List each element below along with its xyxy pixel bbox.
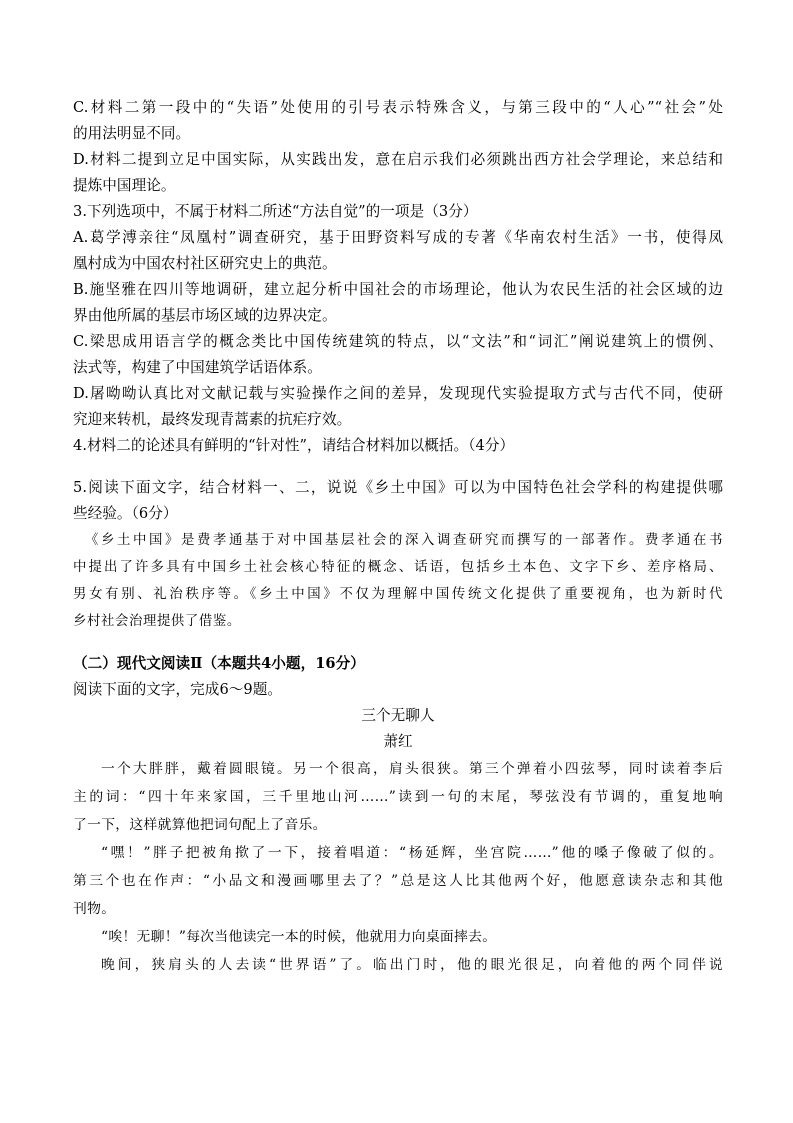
paragraph-line: 了一下，这样就算他把词句配上了音乐。 [73, 817, 327, 833]
section-heading: （二）现代文阅读Ⅱ（本题共4小题，16分） [73, 655, 365, 672]
section-instruction: 阅读下面的文字，完成6～9题。 [73, 681, 283, 698]
question-options-block [73, 95, 723, 459]
q3-option-b-line-1: B.施坚雅在四川等地调研，建立起分析中国社会的市场理论，他认为农民生活的社会区域的边 [73, 281, 723, 298]
paragraph-line: “嘿！”胖子把被角揿了一下，接着唱道：“杨延辉，坐宫院……”他的嗓子像破了似的。 [101, 845, 723, 861]
question-5-stem-line-1: 5.阅读下面文字，结合材料一、二，说说《乡土中国》可以为中国特色社会学科的构建提供哪 [73, 479, 723, 496]
option-d-line-2: 提炼中国理论。 [73, 177, 176, 194]
passage-line: 男女有别、礼治秩序等。《乡土中国》不仅为理解中国传统文化提供了重要视角，也为新时代 [73, 587, 723, 602]
exam-page [73, 95, 723, 979]
question-5-stem-line-2: 些经验。（6分） [73, 505, 178, 522]
paragraph-line: “唉！无聊！”每次当他读完一本的时候，他就用力向桌面摔去。 [101, 929, 497, 945]
paragraph-line: 一个大胖胖，戴着圆眼镜。另一个很高，肩头很狭。第三个弹着小四弦琴，同时读着李后 [101, 761, 723, 777]
paragraph-line: 刊物。 [73, 901, 116, 917]
section-2-block [73, 651, 723, 979]
passage-line: 中提出了许多具有中国乡土社会核心特征的概念、话语，包括乡土本色、文字下乡、差序格局、 [73, 560, 723, 575]
article-body [73, 755, 723, 979]
q3-option-a-line-1: A.葛学溥亲往“凤凰村”调查研究，基于田野资料写成的专著《华南农村生活》一书，使得凤 [73, 229, 723, 246]
paragraph-line: 晚间，狭肩头的人去读“世界语”了。临出门时，他的眼光很足，向着他的两个同伴说 [101, 957, 723, 973]
passage-line: 《乡土中国》是费孝通基于对中国基层社会的深入调查研究而撰写的一部著作。费孝通在书 [85, 533, 723, 548]
option-d-line-1: D.材料二提到立足中国实际，从实践出发，意在启示我们必须跳出西方社会学理论，来总结和 [73, 151, 723, 168]
question-3-stem: 3.下列选项中，不属于材料二所述“方法自觉”的一项是（3分） [73, 203, 478, 220]
article-author: 萧红 [383, 733, 413, 750]
option-c-line-2: 的用法明显不同。 [73, 125, 191, 142]
q3-option-c-line-2: 法式等，构建了中国建筑学话语体系。 [73, 359, 322, 376]
q3-option-d-line-2: 究迎来转机，最终发现青蒿素的抗疟疗效。 [73, 411, 352, 428]
paragraph-line: 主的词：“四十年来家国，三千里地山河……”读到一句的末尾，琴弦没有节调的，重复地响 [73, 789, 723, 805]
passage-line: 乡村社会治理提供了借鉴。 [73, 614, 241, 629]
article-title: 三个无聊人 [361, 707, 435, 724]
question-5-passage [73, 527, 723, 635]
paragraph-line: 第三个也在作声：“小品文和漫画哪里去了？”总是这人比其他两个好，他愿意读杂志和其他 [73, 873, 723, 889]
q3-option-c-line-1: C.梁思成用语言学的概念类比中国传统建筑的特点，以“文法”和“词汇”阐说建筑上的惯例、 [73, 333, 723, 350]
question-5-block [73, 475, 723, 635]
q3-option-a-line-2: 凰村成为中国农村社区研究史上的典范。 [73, 255, 337, 272]
option-c-line-1: C.材料二第一段中的“失语”处使用的引号表示特殊含义，与第三段中的“人心”“社会”处 [73, 99, 723, 116]
q3-option-b-line-2: 界由他所属的基层市场区域的边界决定。 [73, 307, 337, 324]
question-4-stem: 4.材料二的论述具有鲜明的“针对性”，请结合材料加以概括。（4分） [73, 437, 515, 454]
q3-option-d-line-1: D.屠呦呦认真比对文献记载与实验操作之间的差异，发现现代实验提取方式与古代不同，使研 [73, 385, 723, 402]
